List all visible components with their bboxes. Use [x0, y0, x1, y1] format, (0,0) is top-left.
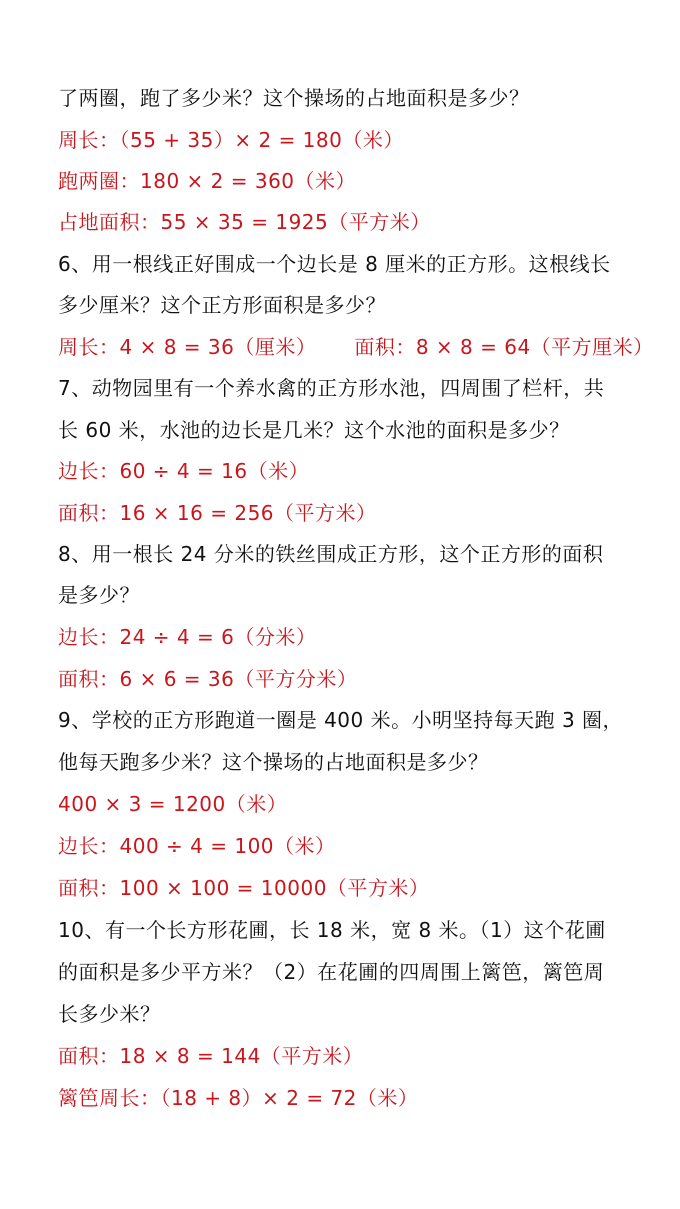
question-line: 了两圈，跑了多少米？这个操场的占地面积是多少？: [58, 86, 530, 110]
answer-line: 面积：6 × 6 = 36（平方分米）: [58, 667, 358, 691]
answer-line: 边长：400 ÷ 4 = 100（米）: [58, 834, 336, 858]
question-line: 6、用一根线正好围成一个边长是 8 厘米的正方形。这根线长: [58, 252, 611, 276]
answer-line: [58, 333, 658, 361]
question-line: 多少厘米？这个正方形面积是多少？: [58, 293, 386, 317]
question-line: 长多少米？: [58, 1002, 161, 1026]
answer-line: 面积：18 × 8 = 144（平方米）: [58, 1044, 364, 1068]
answer-perimeter: 周长：4 × 8 = 36（厘米）: [58, 335, 317, 359]
question-line: 9、学校的正方形跑道一圈是 400 米。小明坚持每天跑 3 圈，: [58, 708, 624, 732]
question-line: 是多少？: [58, 583, 140, 607]
answer-line: 周长：（55 + 35）× 2 = 180（米）: [58, 128, 404, 152]
answer-line: 400 × 3 = 1200（米）: [58, 792, 288, 816]
question-line: 8、用一根长 24 分米的铁丝围成正方形，这个正方形的面积: [58, 542, 604, 566]
answer-line: 面积：16 × 16 = 256（平方米）: [58, 501, 377, 525]
answer-line: 占地面积：55 × 35 = 1925（平方米）: [58, 210, 431, 234]
answer-line: 边长：24 ÷ 4 = 6（分米）: [58, 625, 317, 649]
question-line: 10、有一个长方形花圃，长 18 米，宽 8 米。（1）这个花圃: [58, 918, 606, 942]
answer-area: 面积：8 × 8 = 64（平方厘米）: [354, 335, 654, 359]
question-line: 他每天跑多少米？这个操场的占地面积是多少？: [58, 750, 489, 774]
question-line: 7、动物园里有一个养水禽的正方形水池，四周围了栏杆，共: [58, 376, 605, 400]
question-line: 的面积是多少平方米？（2）在花圃的四周围上篱笆，篱笆周: [58, 960, 605, 984]
answer-line: 边长：60 ÷ 4 = 16（米）: [58, 459, 310, 483]
question-line: 长 60 米，水池的边长是几米？这个水池的面积是多少？: [58, 418, 570, 442]
answer-line: 篱笆周长：（18 + 8）× 2 = 72（米）: [58, 1086, 419, 1110]
answer-line: 面积：100 × 100 = 10000（平方米）: [58, 876, 430, 900]
answer-line: 跑两圈：180 × 2 = 360（米）: [58, 169, 357, 193]
